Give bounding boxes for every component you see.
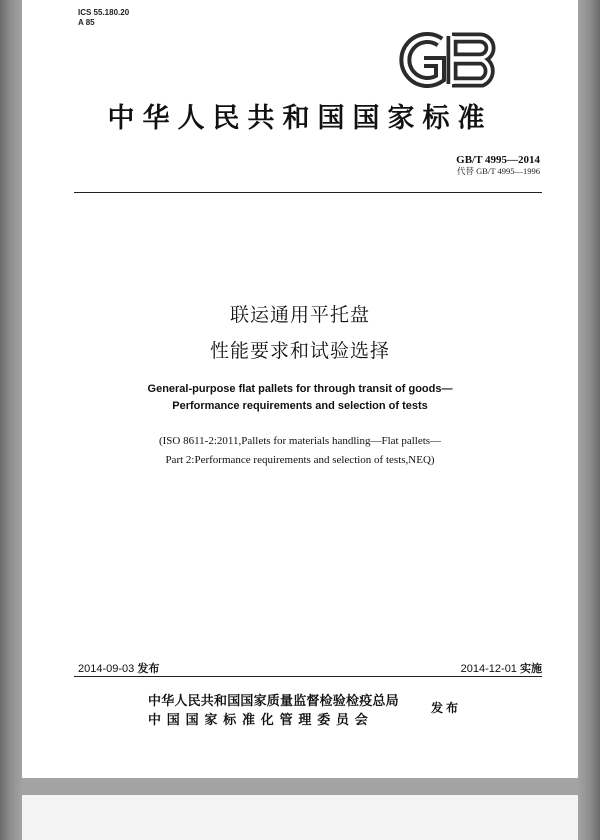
replaces-standard: 代替 GB/T 4995—1996: [457, 166, 540, 176]
bottom-divider: [74, 676, 542, 677]
issue-date: [78, 660, 159, 676]
effective-date: [461, 660, 542, 676]
classification-codes: [78, 8, 129, 28]
standard-type-heading: 中华人民共和国国家标准: [107, 103, 493, 134]
issue-date-label: 发布: [137, 662, 160, 675]
english-title-line-1: General-purpose flat pallets for through transit of goods—: [147, 383, 453, 395]
effective-date-value: 2014-12-01: [460, 663, 517, 675]
issuer-line-1: 中华人民共和国国家质量监督检验检疫总局: [148, 694, 399, 709]
ics-code: ICS 55.180.20: [78, 8, 130, 17]
english-title-line-2: Performance requirements and selection of tests: [172, 400, 428, 412]
issue-date-value: 2014-09-03: [78, 663, 135, 675]
standard-number: GB/T 4995—2014: [456, 154, 540, 166]
chinese-title-line-2: 性能要求和试验选择: [209, 340, 390, 362]
ccs-code: A 85: [78, 18, 95, 27]
chinese-title-line-1: 联运通用平托盘: [229, 304, 370, 326]
next-page-edge: [22, 795, 578, 840]
issuer-line-2: 中国国家标准化管理委员会: [148, 713, 374, 728]
effective-date-label: 实施: [520, 662, 542, 675]
gb-logo-icon: [390, 32, 506, 88]
iso-reference-line-2: Part 2:Performance requirements and selection of tests,NEQ): [165, 454, 435, 466]
top-divider: [74, 192, 542, 193]
iso-reference-line-1: (ISO 8611-2:2011,Pallets for materials handling—Flat pallets—: [158, 435, 442, 447]
document-cover-page: [22, 0, 578, 778]
publish-label: 发布: [431, 701, 462, 715]
